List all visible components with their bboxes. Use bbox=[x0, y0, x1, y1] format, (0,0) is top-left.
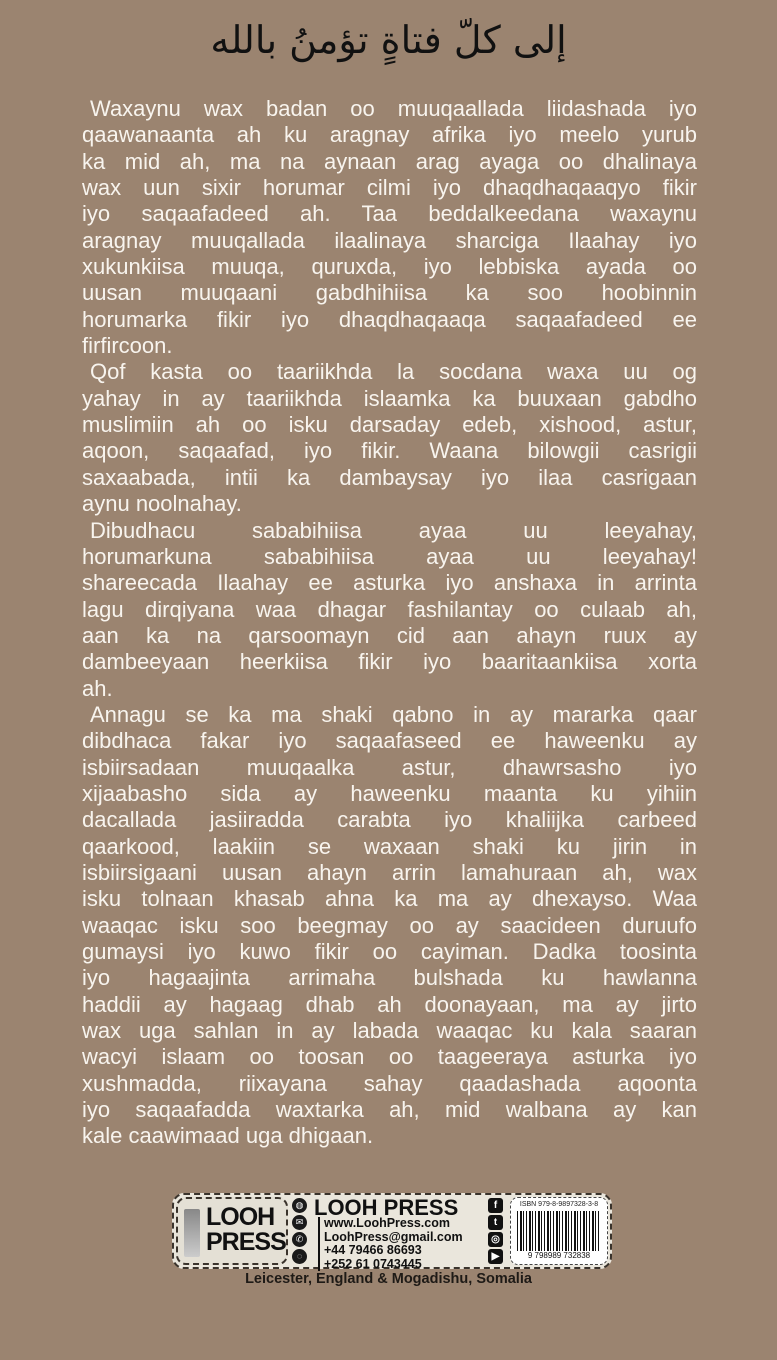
youtube-icon: ▶ bbox=[488, 1249, 503, 1264]
text-line: qaarkood, laakiin se waxaan shaki ku jirin in bbox=[82, 833, 697, 859]
email: LoohPress@gmail.com bbox=[324, 1229, 463, 1244]
text-line: aynu noolnahay. bbox=[82, 491, 242, 517]
text-line: Waxaynu wax badan oo muuqaallada liidashada iyo bbox=[90, 96, 697, 121]
text-line: yahay in ay taariikhda islaamka ka buuxaan gabdho bbox=[82, 385, 697, 411]
text-line: horumarkuna sababihiisa ayaa uu leeyahay! bbox=[82, 543, 697, 569]
text-line: xukunkiisa muuqa, quruxda, iyo lebbiska ayada oo bbox=[82, 254, 697, 280]
isbn-barcode bbox=[510, 1197, 608, 1265]
logo-line2: PRESS bbox=[206, 1228, 286, 1256]
text-line: isbiirsigaani uusan ahayn arrin lamahuraan ah, wax bbox=[82, 859, 697, 885]
text-line: aqoon, saqaafad, iyo fikir. Waana bilowgii casrigii bbox=[82, 438, 697, 464]
text-line: wacyi islaam oo toosan oo taageeraya asturka iyo bbox=[82, 1044, 697, 1070]
text-line: lagu dirqiyana waa dhagar fashilantay oo culaab ah, bbox=[82, 596, 697, 622]
text-line: isbiirsadaan muuqaalka astur, dhawrsasho iyo bbox=[82, 754, 697, 780]
text-line: Annagu se ka ma shaki qabno in ay mararka qaar bbox=[90, 701, 697, 727]
text-line: aan ka na qarsoomayn cid aan ahayn ruux ay bbox=[82, 622, 697, 648]
text-line: waaqac isku soo beegmay oo ay saacideen duruufo bbox=[82, 912, 697, 938]
text-line: saxaabada, intii ka dambaysay iyo ilaa casrigaan bbox=[82, 464, 697, 490]
text-line: wax uun sixir horumar cilmi iyo dhaqdhaqaaqyo fikir bbox=[82, 175, 697, 201]
text-line: isku tolnaan khasab ahna ka ma ay dhexayso. Waa bbox=[82, 886, 697, 912]
publisher-name: LOOH PRESS bbox=[314, 1195, 459, 1220]
barcode bbox=[517, 1211, 601, 1251]
globe-icon: ◍ bbox=[292, 1198, 307, 1213]
text-line: xushmadda, riixayana sahay qaadashada aqoonta bbox=[82, 1070, 697, 1096]
text-line: iyo hagaajinta arrimaha bulshada ku hawlanna bbox=[82, 965, 697, 991]
text-line: gumaysi iyo kuwo fikir oo cayiman. Dadka toosinta bbox=[82, 939, 697, 964]
barcode-number: 9 798989 732838 bbox=[527, 1251, 591, 1260]
mail-icon: ✉ bbox=[292, 1215, 307, 1230]
text-line: firfircoon. bbox=[82, 333, 173, 359]
text-line: dacallada jasiiradda carabta iyo khaliijka carbeed bbox=[82, 807, 697, 833]
text-line: iyo saqaafadeed ah. Taa beddalkeedana waxaynu bbox=[82, 201, 697, 227]
instagram-icon: ◎ bbox=[488, 1232, 503, 1247]
text-line: muslimiin ah oo isku darsaday edeb, xishood, astur, bbox=[82, 412, 697, 438]
logo-line1: LOOH bbox=[206, 1203, 275, 1231]
text-line: dambeeyaan heerkiisa fikir iyo baaritaankiisa xorta bbox=[82, 649, 697, 675]
text-line: shareecada Ilaahay ee asturka iyo anshaxa in arrinta bbox=[82, 570, 697, 596]
website: www.LoohPress.com bbox=[324, 1216, 450, 1230]
text-line: uusan muuqaani gabdhihiisa ka soo hoobinnin bbox=[82, 280, 697, 306]
quill-icon bbox=[184, 1209, 200, 1257]
publisher-badge bbox=[172, 1193, 612, 1269]
phone-icon: ✆ bbox=[292, 1232, 307, 1247]
text-line: horumarka fikir iyo dhaqdhaqaaqa saqaafadeed ee bbox=[82, 306, 697, 332]
text-line: qaawanaanta ah ku aragnay afrika iyo meelo yurub bbox=[82, 122, 697, 148]
publisher-location: Leicester, England & Mogadishu, Somalia bbox=[245, 1271, 532, 1287]
phone-uk: +44 79466 86693 bbox=[324, 1243, 422, 1257]
text-line: wax uga sahlan in ay labada waaqac ku kala saaran bbox=[82, 1018, 697, 1044]
back-cover-text bbox=[82, 96, 697, 1150]
twitter-icon: t bbox=[488, 1215, 503, 1230]
arabic-dedication: إلى كلّ فتاةٍ تؤمنُ بالله bbox=[210, 18, 567, 62]
text-line: Dibudhacu sababihiisa ayaa uu leeyahay, bbox=[90, 517, 697, 543]
text-line: ka mid ah, ma na aynaan arag ayaga oo dhalinaya bbox=[82, 148, 697, 174]
publisher-logo bbox=[176, 1197, 288, 1265]
isbn-label: ISBN 979-8-9897328-3-8 bbox=[519, 1201, 599, 1208]
whatsapp-icon: ◌ bbox=[292, 1249, 307, 1264]
text-line: haddii ay hagaag dhab ah doonayaan, ma ay jirto bbox=[82, 991, 697, 1017]
text-line: xijaabasho sida ay haweenku maanta ku yihiin bbox=[82, 780, 697, 806]
phone-somalia: +252 61 0743445 bbox=[324, 1256, 422, 1271]
text-line: dibdhaca fakar iyo saqaafaseed ee haweenku ay bbox=[82, 728, 697, 754]
text-line: iyo saqaafadda waxtarka ah, mid walbana ay kan bbox=[82, 1097, 697, 1123]
text-line: Qof kasta oo taariikhda la socdana waxa uu og bbox=[90, 359, 697, 385]
text-line: aragnay muuqallada ilaalinaya sharciga Ilaahay iyo bbox=[82, 227, 697, 253]
text-line: ah. bbox=[82, 675, 113, 701]
facebook-icon: f bbox=[488, 1198, 503, 1213]
text-line: kale caawimaad uga dhigaan. bbox=[82, 1123, 374, 1149]
